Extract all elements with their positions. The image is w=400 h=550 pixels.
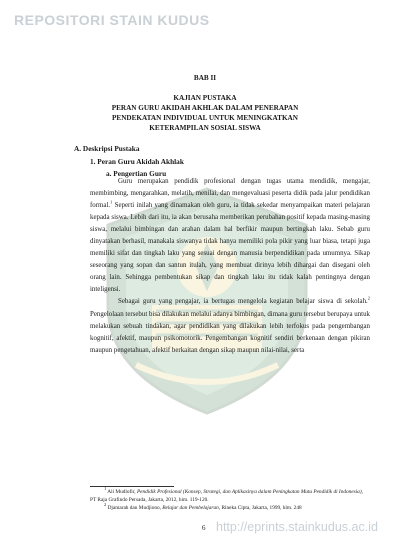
footnote-text: , PT Raja Grafindo Persada, Jakarta, 2012, him. 119-120. (90, 489, 363, 503)
footnote (90, 486, 370, 504)
repository-watermark: REPOSITORI STAIN KUDUS (14, 12, 210, 28)
footnote-text: Djamarah dan Mudjiono, (106, 505, 163, 511)
footnote-text: , Rineka Cipta, Jakarta, 1999, hlm. 248 (218, 505, 302, 511)
paragraph-text: Sebagai guru yang pengajar, ia bertugas mengelola kegiatan belajar siswa di sekolah. (118, 298, 368, 306)
footnote-ref: 2 (367, 296, 370, 302)
chapter-title-line: KETERAMPILAN SOSIAL SISWA (149, 124, 261, 132)
footnote-number: 1 (104, 486, 107, 492)
repository-url-watermark: http://eprints.stainkudus.ac.id (216, 520, 378, 534)
footnote-ref: 1 (110, 199, 113, 205)
footnote-number: 2 (104, 502, 107, 508)
footnote (90, 502, 370, 513)
paragraph-text: Pengelolaan tersebut bisa dilakukan melalui adanya bimbingan, dimana guru tersebut berupaya untuk melakukan sebuah tindakan, agar pendidikan yang dilakukan lebih terfokus pada pengembangan kognitif, afektif, maupun psikomotorik. Pengembangan kognitif sendiri berkenaan dengan pikiran maupun pengetahuan, afektif berkaitan dengan sikap maupun nilai-nilai, serta (90, 310, 370, 354)
footnote-separator (90, 486, 174, 487)
chapter-label: KAJIAN PUSTAKA (173, 94, 237, 102)
paragraph (90, 296, 370, 356)
footnote-text: Ali Mudlofir, (106, 489, 137, 495)
paragraph (90, 176, 370, 296)
chapter-title-line: PERAN GURU AKIDAH AKHLAK DALAM PENERAPAN (111, 104, 299, 112)
subsection-heading: 1. Peran Guru Akidah Akhlak (90, 157, 184, 166)
section-heading: A. Deskripsi Pustaka (74, 144, 140, 153)
paragraph-text: Guru merupakan pendidik profesional dengan tugas utama mendidik, mengajar, membimbing, mengarahkan, melatih, menilai, dan mengevaluasi peserta didik pada jalur pendidikan formal. (90, 178, 370, 210)
body-text (90, 176, 370, 357)
footnote-title: Belajar dan Pembelajaran (162, 505, 219, 511)
paragraph-text: Seperti inilah yang dinamakan oleh guru, ia tidak sekedar menyampaikan materi pelajaran kepada siswa. Lebih dari itu, ia akan berusaha memberikan perubahan positif kepada masing-masing siswa, melalui bimbingan dan arahan dalam hal berfikir maupun bertingkah laku. Sebab guru dinyatakan berhasil, manakala siswanya tidak hanya memiliki pola pikir yang luar biasa, tetapi juga memiliki sifat dan tingkah laku yang sesuai dengan manusia berpendidikan pada umumnya. Sikap seseorang yang sopan dan santun itulah, yang membuat dirinya lebih dihargai dan disegani oleh orang lain. Sehingga pembentukan sikap dan tingkah laku itu tidak kalah pentingnya dengan inteligensi. (90, 202, 370, 294)
page-number: 6 (202, 524, 206, 532)
subsubsection-heading: a. Pengertian Guru (106, 169, 167, 178)
footnote-title: Pendidik Profesional (Konsep, Strategi, dan Aplikasinya dalam Peningkatan Mutu Pendidik di Indonesia) (136, 489, 362, 495)
chapter-title-line: PENDEKATAN INDIVIDUAL UNTUK MENINGKATKAN (112, 114, 298, 122)
chapter-number: BAB II (193, 74, 217, 82)
